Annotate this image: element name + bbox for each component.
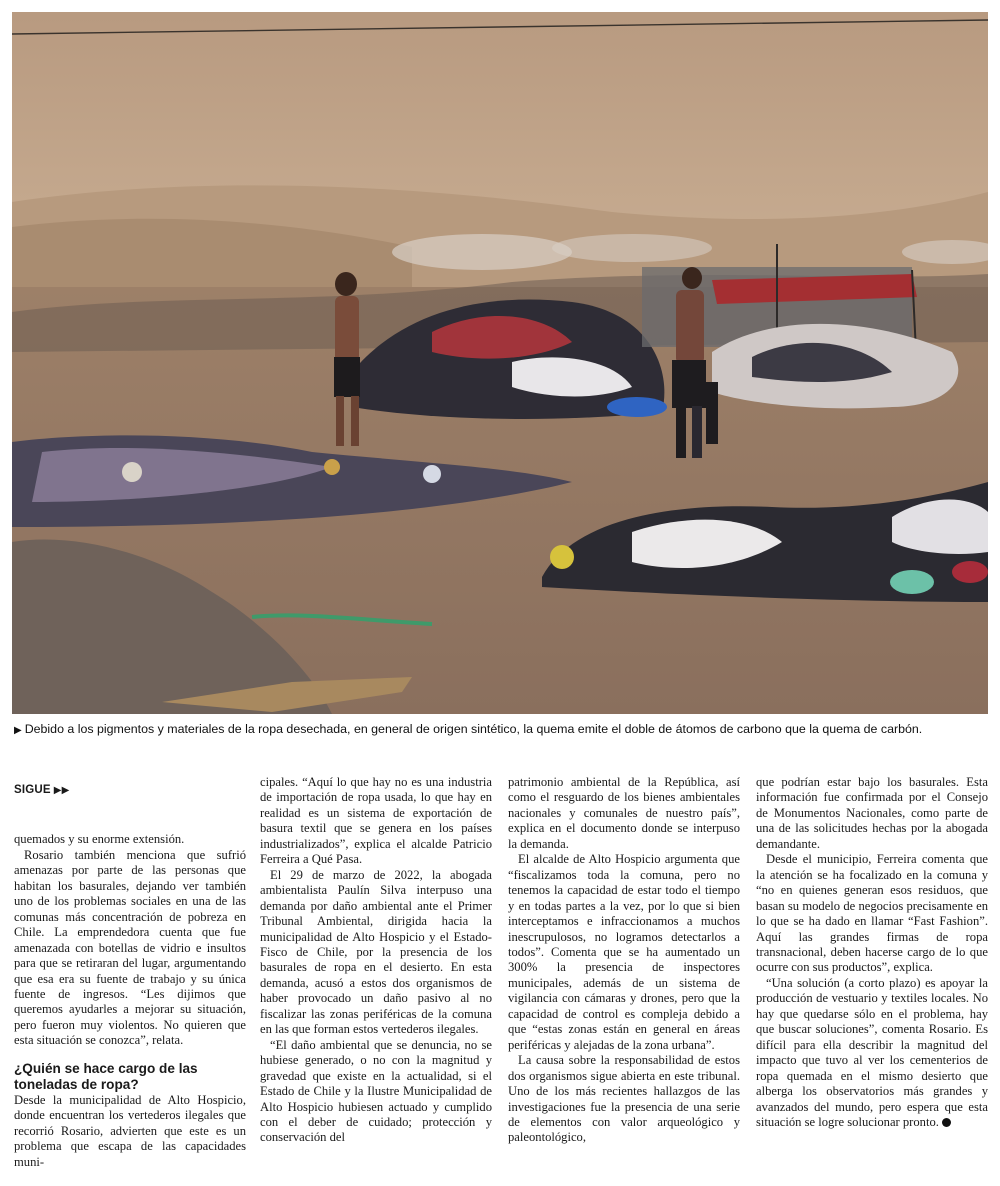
paragraph: El alcalde de Alto Hospicio argumenta que “fiscalizamos toda la comuna, pero no tenemos la capacidad de estar todo el tiempo y en todas partes a la vez, por lo que si bien interceptamos e infraccionamos a muchos inescrupulosos, no logramos detectarlos a todos”. Comenta que se ha aumentado un 300% la presencia de inspectores municipales, además de un sistema de vigilancia con cámaras y drones, pero que la capacidad de control es compleja debido a que “estas zonas están en general en áreas periféricas y alejadas de la zona urbana”.: [508, 852, 740, 1052]
photo-caption: [14, 722, 990, 736]
article-column-1: [14, 775, 246, 1170]
paragraph: La causa sobre la responsabilidad de estos dos organismos sigue abierta en este tribunal. Uno de los más recientes hallazgos de las investigaciones fue la presencia de una serie de elementos con valor arqueológico y paleontológico,: [508, 1053, 740, 1145]
paragraph: Desde el municipio, Ferreira comenta que la atención se ha focalizado en la comuna y “no en quienes generan esos residuos, que basan su modelo de negocios precisamente en lo que se ha dado en llamar “Fast Fashion”. Aquí las grandes firmas de ropa transnacional, deben hacerse cargo de lo que ocurre con sus productos”, explica.: [756, 852, 988, 975]
article-column-3: [508, 775, 740, 1146]
paragraph: El 29 de marzo de 2022, la abogada ambientalista Paulín Silva interpuso una demanda por daño ambiental ante el Primer Tribunal Ambiental, dirigida hacia la municipalidad de Alto Hospicio y el Estado-Fisco de Chile, por la presencia de los basurales de ropa en el desierto. En esta demanda, acusó a estos dos organismos de haber provocado un daño pasivo al no fiscalizar las zonas periféricas de la comuna en las que forman estos vertederos ilegales.: [260, 867, 492, 1037]
paragraph: “Una solución (a corto plazo) es apoyar la producción de vestuario y textiles locales. No hay que quedarse sólo en el problema, hay que buscar soluciones”, comenta Rosario. Es difícil para ella describir la magnitud del impacto que tuvo al ver los cementerios de ropa quemada en el mismo desierto que alberga los observatorios más grandes y avanzados del mundo, pero espera que esta situación se logre solucionar pronto.: [756, 975, 988, 1129]
paragraph: que podrían estar bajo los basurales. Esta información fue confirmada por el Consejo de Monumentos Nacionales, como parte de una de las solicitudes hechas por la abogada demandante.: [756, 775, 988, 851]
paragraph: patrimonio ambiental de la República, así como el resguardo de los bienes ambientales nacionales y comunales de nuestro país”, explica en el documento donde se interpuso la demanda.: [508, 775, 740, 851]
caption-text: Debido a los pigmentos y materiales de la ropa desechada, en general de origen sintético, la quema emite el doble de átomos de carbono que la quema de carbón.: [24, 722, 923, 736]
sigue-arrows-icon: ▶▶: [53, 785, 70, 796]
paragraph: Rosario también menciona que sufrió amenazas por parte de las personas que habitan los basurales, dejando ver también uno de los problemas sociales en una de las comunas más concentración de pobreza en Chile. La emprendedora cuenta que fue amenazada con botellas de vidrio e insultos para que se retiraran del lugar, argumentando que esa era su fuente de trabajo y su única fuente de ingresos. “Les dijimos que queremos ayudarles a mejorar su situación, pero fueron muy violentos. No quieren que esta situación se conozca”, relata.: [14, 847, 246, 1048]
section-heading: ¿Quién se hace cargo de las toneladas de ropa?: [14, 1060, 198, 1092]
article-column-4: [756, 775, 988, 1130]
article-photo: [12, 12, 988, 714]
end-of-article-icon: [942, 1118, 951, 1127]
paragraph: quemados y su enorme extensión.: [14, 832, 185, 847]
paragraph: Desde la municipalidad de Alto Hospicio, donde encuentran los vertederos ilegales que recorrió Rosario, advierten que este es un problema que escapa de las capacidades muni-: [14, 1092, 246, 1169]
sigue-label: SIGUE ▶▶: [14, 784, 70, 796]
paragraph: cipales. “Aquí lo que hay no es una industria de importación de ropa usada, lo que hay en realidad es un sistema de exportación de basura textil que se genera en los países industrializados”, explica el alcalde Patricio Ferreira a Qué Pasa.: [260, 775, 492, 867]
caption-marker-icon: ▶: [14, 725, 22, 736]
desert-clothes-dump-image: [12, 12, 988, 714]
article-column-2: [260, 775, 492, 1146]
paragraph: “El daño ambiental que se denuncia, no se hubiese generado, o no con la magnitud y gravedad que existe en la actualidad, si el Estado de Chile y la Ilustre Municipalidad de Alto Hospicio hubiesen actuado y cumplido con el deber de cuidado; protección y conservación del: [260, 1037, 492, 1145]
